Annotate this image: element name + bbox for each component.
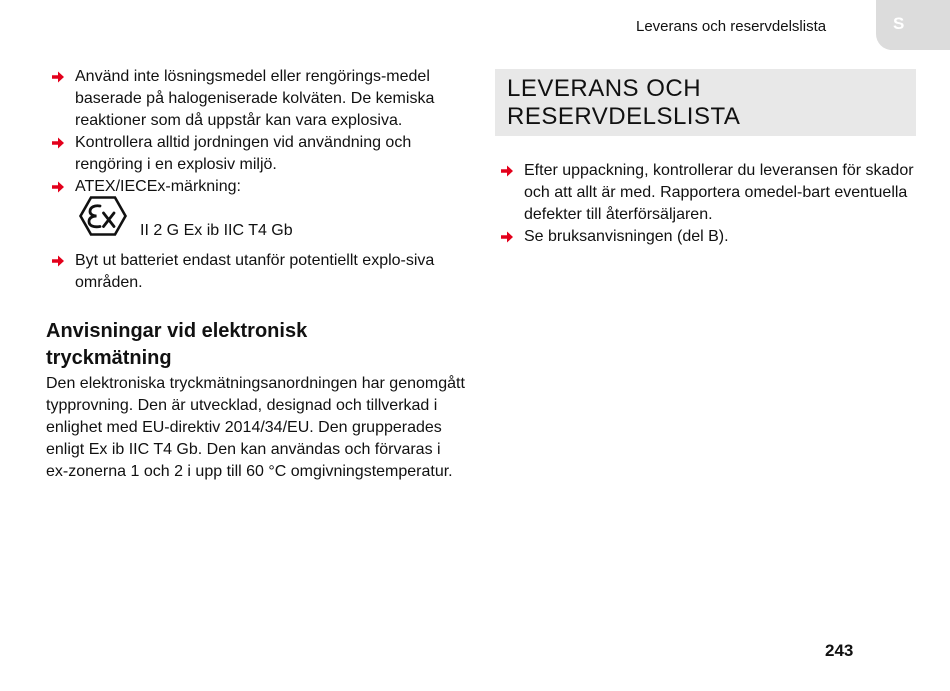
ex-hexagon-icon bbox=[79, 196, 127, 236]
bullet-text: ATEX/IECEx-märkning: bbox=[75, 178, 241, 195]
atex-marking-text: II 2 G Ex ib IIC T4 Gb bbox=[140, 222, 293, 239]
bullet-text: Använd inte lösningsmedel eller rengörings-medel baserade på halogeniserade kolväten. De kemiska reaktioner som då uppstår kan vara explosiva. bbox=[75, 68, 435, 129]
arrow-bullet-icon bbox=[51, 254, 65, 268]
bullet-item bbox=[495, 160, 919, 226]
arrow-bullet-icon bbox=[51, 70, 65, 84]
bullet-text: Efter uppackning, kontrollerar du leveransen för skador och att allt är med. Rapportera omedel-bart eventuella defekter till återförsäljaren. bbox=[524, 162, 914, 223]
bullet-item bbox=[495, 226, 916, 248]
arrow-bullet-icon bbox=[51, 136, 65, 150]
language-tab-label: S bbox=[893, 14, 905, 33]
body-paragraph: Den elektroniska tryckmätningsanordningen har genomgått typprovning. Den är utvecklad, designad och tillverkad i enlighet med EU-direktiv 2014/34/EU. Den grupperades enligt Ex ib IIC T4 Gb. Den kan användas och förvaras i ex-zonerna 1 och 2 i upp till 60 °C omgivningstemperatur. bbox=[46, 375, 465, 480]
atex-marking bbox=[75, 198, 471, 250]
section-subheading: Anvisningar vid elektronisk tryckmätning bbox=[46, 320, 308, 369]
bullet-text: Kontrollera alltid jordningen vid användning och rengöring i en explosiv miljö. bbox=[75, 134, 412, 173]
arrow-bullet-icon bbox=[51, 180, 65, 194]
bullet-text: Byt ut batteriet endast utanför potentiellt explo-siva områden. bbox=[75, 252, 435, 291]
left-column bbox=[46, 66, 471, 483]
bullet-item bbox=[46, 132, 471, 176]
bullet-item bbox=[46, 176, 471, 198]
bullet-text: Se bruksanvisningen (del B). bbox=[524, 228, 729, 245]
section-title: LEVERANS OCH RESERVDELSLISTA bbox=[495, 69, 916, 136]
language-tab bbox=[876, 0, 950, 50]
page-number: 243 bbox=[825, 641, 854, 660]
bullet-item bbox=[46, 250, 467, 294]
right-column bbox=[495, 69, 916, 248]
arrow-bullet-icon bbox=[500, 164, 514, 178]
right-bullet-list bbox=[495, 160, 916, 248]
bullet-item bbox=[46, 66, 473, 132]
page-header-title: Leverans och reservdelslista bbox=[636, 18, 827, 35]
arrow-bullet-icon bbox=[500, 230, 514, 244]
